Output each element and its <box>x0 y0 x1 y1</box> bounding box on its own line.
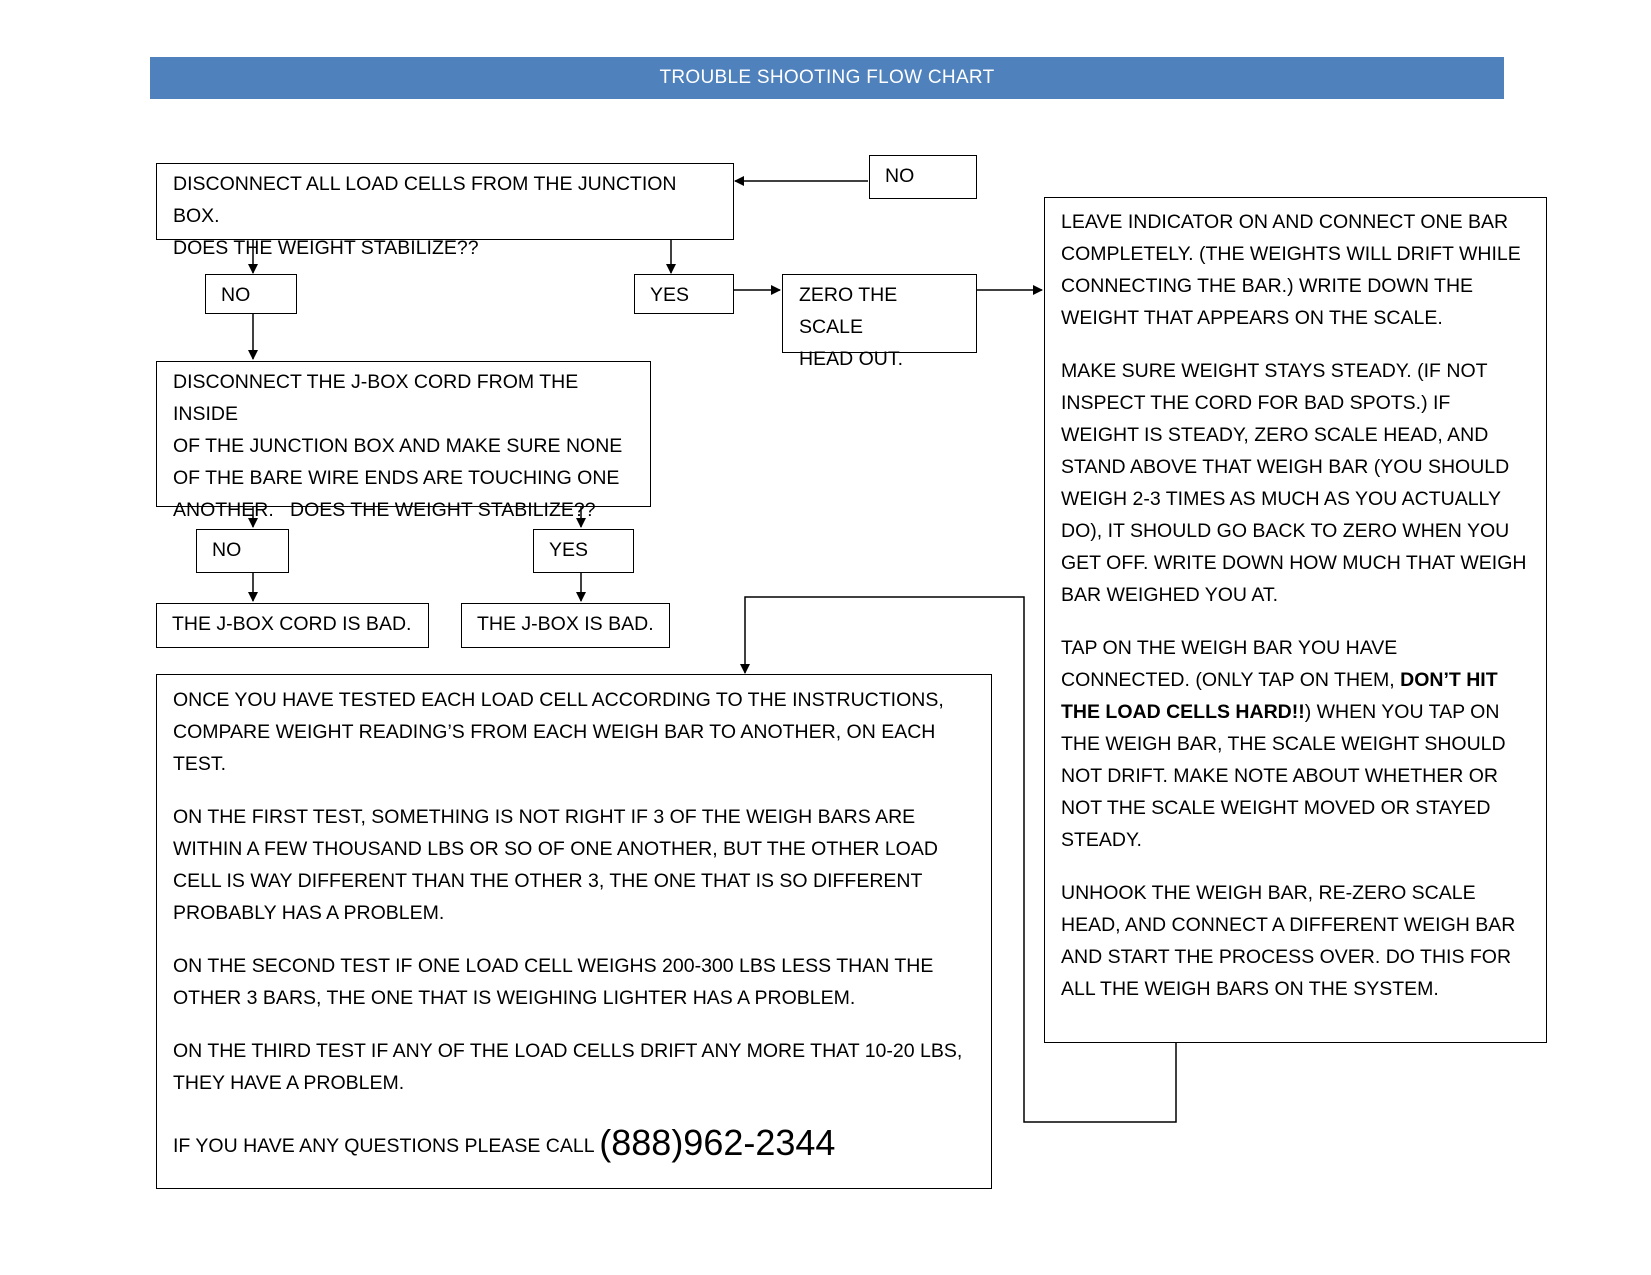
compare-paragraph-1: ONCE YOU HAVE TESTED EACH LOAD CELL ACCORDING TO THE INSTRUCTIONS, COMPARE WEIGHT READING’S FROM EACH WEIGH BAR TO ANOTHER, ON EACH TEST. <box>173 689 944 775</box>
chart-title: TROUBLE SHOOTING FLOW CHART <box>150 57 1504 99</box>
instructions-p3-start: TAP ON THE WEIGH BAR YOU HAVE CONNECTED. (ONLY TAP ON THEM, <box>1061 637 1401 691</box>
jbox-bad-result: THE J-BOX IS BAD. <box>461 603 670 648</box>
step2-no-label: NO <box>196 529 289 573</box>
jbox-cord-bad-result: THE J-BOX CORD IS BAD. <box>156 603 429 648</box>
contact-text: IF YOU HAVE ANY QUESTIONS PLEASE CALL <box>173 1135 600 1157</box>
warning-text: DON’T HIT THE LOAD CELLS HARD!! <box>1061 669 1498 723</box>
disconnect-load-cells-line2: DOES THE WEIGHT STABILIZE?? <box>173 237 479 259</box>
compare-results-box <box>156 674 992 1189</box>
compare-paragraph-2: ON THE FIRST TEST, SOMETHING IS NOT RIGHT IF 3 OF THE WEIGH BARS ARE WITHIN A FEW THOUSAND LBS OR SO OF ONE ANOTHER, BUT THE OTHER LOAD CELL IS WAY DIFFERENT THAN THE OTHER 3, THE ONE THAT IS SO DIFFERENT PROBABLY HAS A PROBLEM. <box>173 806 938 924</box>
compare-paragraph-3: ON THE SECOND TEST IF ONE LOAD CELL WEIGHS 200-300 LBS LESS THAN THE OTHER 3 BARS, THE ONE THAT IS WEIGHING LIGHTER HAS A PROBLEM. <box>173 955 934 1009</box>
connect-bar-instructions-box <box>1044 197 1547 1043</box>
zero-scale-line2: HEAD OUT. <box>799 348 904 370</box>
instructions-paragraph-3 <box>1061 632 1530 856</box>
phone-number[interactable]: (888)962-2344 <box>599 1122 836 1163</box>
step2-yes-label: YES <box>533 529 634 573</box>
instructions-paragraph-2: MAKE SURE WEIGHT STAYS STEADY. (IF NOT INSPECT THE CORD FOR BAD SPOTS.) IF WEIGHT IS STEADY, ZERO SCALE HEAD, AND STAND ABOVE THAT WEIGH BAR (YOU SHOULD WEIGH 2-3 TIMES AS MUCH AS YOU ACTUALLY DO), IT SHOULD GO BACK TO ZERO WHEN YOU GET OFF. WRITE DOWN HOW MUCH THAT WEIGH BAR WEIGHED YOU AT. <box>1061 360 1527 606</box>
zero-scale-box <box>782 274 977 370</box>
compare-paragraph-4: ON THE THIRD TEST IF ANY OF THE LOAD CELLS DRIFT ANY MORE THAT 10-20 LBS, THEY HAVE A PROBLEM. <box>173 1040 963 1094</box>
jbox-cord-box <box>156 361 651 521</box>
jbox-cord-line2: OF THE JUNCTION BOX AND MAKE SURE NONE <box>173 435 623 457</box>
contact-line <box>173 1122 975 1163</box>
jbox-cord-line3: OF THE BARE WIRE ENDS ARE TOUCHING ONE <box>173 467 620 489</box>
step1-yes-label: YES <box>634 274 734 314</box>
disconnect-load-cells-box <box>156 163 734 259</box>
zero-scale-line1: ZERO THE SCALE <box>799 284 898 338</box>
step1-no-label: NO <box>205 274 297 314</box>
instructions-p3-end: ) WHEN YOU TAP ON THE WEIGH BAR, THE SCALE WEIGHT SHOULD NOT DRIFT. MAKE NOTE ABOUT WHETHER OR NOT THE SCALE WEIGHT MOVED OR STAYED STEADY. <box>1061 701 1506 851</box>
instructions-paragraph-4: UNHOOK THE WEIGH BAR, RE-ZERO SCALE HEAD, AND CONNECT A DIFFERENT WEIGH BAR AND START THE PROCESS OVER. DO THIS FOR ALL THE WEIGH BARS ON THE SYSTEM. <box>1061 882 1516 1000</box>
jbox-cord-line1: DISCONNECT THE J-BOX CORD FROM THE INSIDE <box>173 371 579 425</box>
instructions-paragraph-1: LEAVE INDICATOR ON AND CONNECT ONE BAR COMPLETELY. (THE WEIGHTS WILL DRIFT WHILE CONNECTING THE BAR.) WRITE DOWN THE WEIGHT THAT APPEARS ON THE SCALE. <box>1061 211 1521 329</box>
disconnect-load-cells-line1: DISCONNECT ALL LOAD CELLS FROM THE JUNCTION BOX. <box>173 173 677 227</box>
loop-no-label: NO <box>869 155 977 199</box>
jbox-cord-line4: ANOTHER. DOES THE WEIGHT STABILIZE?? <box>173 499 596 521</box>
